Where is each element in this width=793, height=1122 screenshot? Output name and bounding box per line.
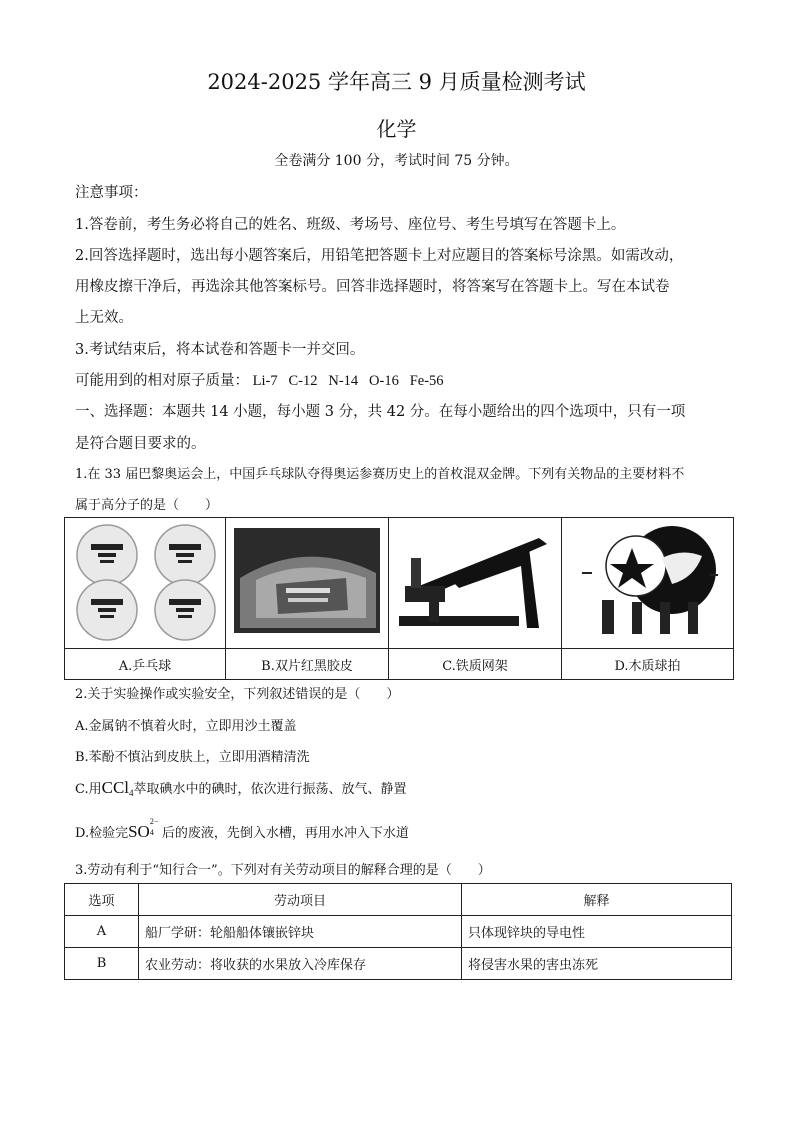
q2-option-c <box>75 778 407 798</box>
exam-title: 2024-2025 学年高三 9 月质量检测考试 <box>207 70 586 94</box>
table-cell: 将侵害水果的害虫冻死 <box>462 948 732 980</box>
table-cell: 只体现锌块的导电性 <box>462 916 732 948</box>
q2-stem: 2.关于实验操作或实验安全，下列叙述错误的是（ ） <box>75 687 400 702</box>
subject-title: 化学 <box>376 117 417 141</box>
q3-stem: 3.劳动有利于“知行合一”。下列对有关劳动项目的解释合理的是（ ） <box>75 863 491 878</box>
q1-option-c: C.铁质网架 <box>389 649 562 680</box>
table-header: 解释 <box>462 884 732 916</box>
note-item-2-line-3: 上无效。 <box>75 310 133 326</box>
note-item-2-line-1: 2.回答选择题时，选出每小题答案后，用铅笔把答题卡上对应题目的答案标号涂黑。如需改动， <box>75 248 684 264</box>
notes-heading: 注意事项： <box>75 185 148 201</box>
q2-option-b: B.苯酚不慎沾到皮肤上，立即用酒精清洗 <box>75 750 310 765</box>
note-item-1: 1.答卷前，考生务必将自己的姓名、班级、考场号、座位号、考生号填写在答题卡上。 <box>75 217 626 233</box>
q1-option-b: B.双片红黑胶皮 <box>226 649 389 680</box>
rubber-sheet-image <box>226 518 389 649</box>
sulfate-formula <box>128 817 162 841</box>
q2-option-c-prefix: C.用 <box>75 782 102 797</box>
q3-table <box>64 883 732 980</box>
q1-option-d: D.木质球拍 <box>562 649 734 680</box>
q1-stem-line-1: 1.在 33 届巴黎奥运会上，中国乒乓球队夺得奥运参赛历史上的首枚混双金牌。下列有关物品的主要材料不 <box>75 467 685 482</box>
ping-pong-balls-image <box>65 518 226 649</box>
q2-option-c-suffix: 萃取碘水中的碘时，依次进行振荡、放气、静置 <box>133 782 407 797</box>
atomic-mass-n: N-14 <box>328 373 359 389</box>
ccl4-formula-base: CCl <box>101 778 130 797</box>
ccl4-subscript: 4 <box>129 788 134 798</box>
q2-option-a: A.金属钠不慎着火时，立即用沙土覆盖 <box>75 719 297 734</box>
sulfate-charge: 2− <box>149 817 159 826</box>
atomic-masses <box>75 369 444 390</box>
table-header: 劳动项目 <box>139 884 462 916</box>
q2-option-d-suffix: 后的废液，先倒入水槽，再用水冲入下水道 <box>161 826 409 841</box>
atomic-mass-fe: Fe-56 <box>409 373 444 389</box>
wooden-racket-image <box>562 518 734 649</box>
table-cell: B <box>65 948 139 980</box>
atomic-masses-label: 可能用到的相对原子质量： <box>75 373 249 389</box>
q1-option-a: A.乒乓球 <box>65 649 226 680</box>
iron-net-rack-image <box>389 518 562 649</box>
table-header: 选项 <box>65 884 139 916</box>
note-item-3: 3.考试结束后，将本试卷和答题卡一并交回。 <box>75 342 365 358</box>
atomic-mass-c: C-12 <box>288 373 318 389</box>
ccl4-formula <box>102 778 134 797</box>
q1-stem-line-2: 属于高分子的是（ ） <box>75 498 219 513</box>
table-cell: 船厂学研：轮船船体镶嵌锌块 <box>139 916 462 948</box>
section1-line-1: 一、选择题：本题共 14 小题，每小题 3 分，共 42 分。在每小题给出的四个选项中，只有一项 <box>75 404 686 420</box>
atomic-mass-o: O-16 <box>369 373 399 389</box>
section1-line-2: 是符合题目要求的。 <box>75 436 206 452</box>
q1-option-table <box>64 517 734 680</box>
q2-option-d-prefix: D.检验完 <box>75 826 129 841</box>
sulfate-formula-base: SO <box>128 822 150 841</box>
table-row <box>65 948 732 980</box>
q2-option-d <box>75 817 409 842</box>
atomic-mass-li: Li-7 <box>252 373 278 389</box>
sulfate-subscript: 4 <box>149 828 154 837</box>
table-row <box>65 916 732 948</box>
table-cell: A <box>65 916 139 948</box>
table-cell: 农业劳动：将收获的水果放入冷库保存 <box>139 948 462 980</box>
table-header-row <box>65 884 732 916</box>
note-item-2-line-2: 用橡皮擦干净后，再选涂其他答案标号。回答非选择题时，将答案写在答题卡上。写在本试卷 <box>75 279 670 295</box>
score-time-note: 全卷满分 100 分，考试时间 75 分钟。 <box>274 153 519 169</box>
